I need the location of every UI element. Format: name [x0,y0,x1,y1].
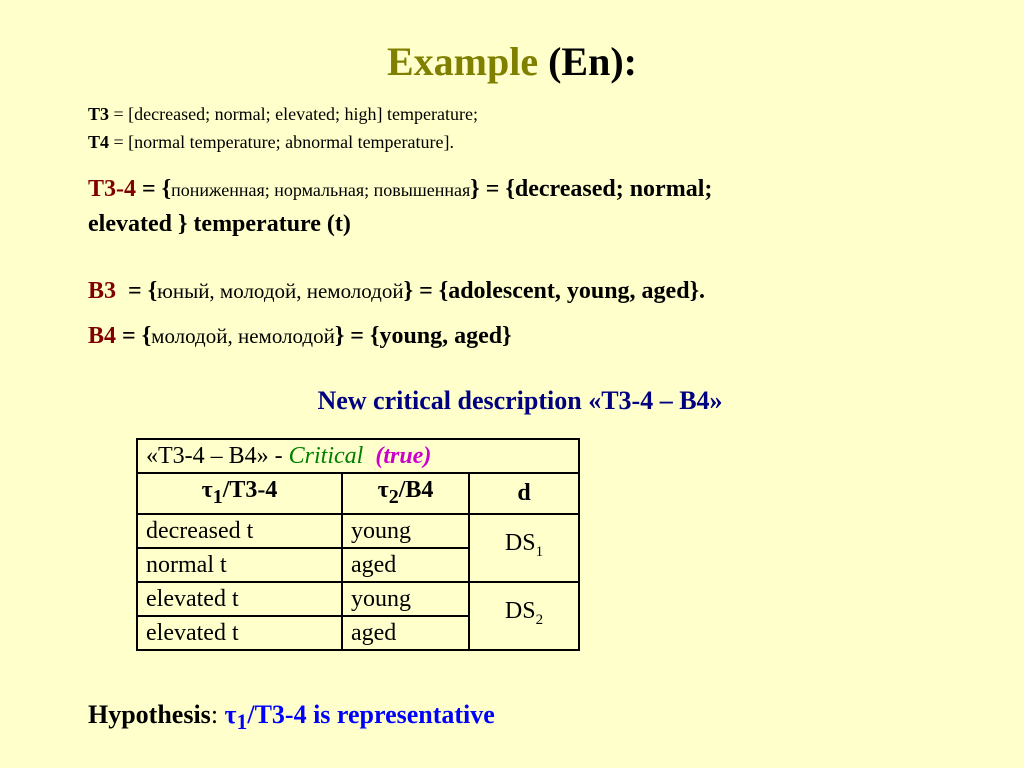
cell-ds1 [469,514,579,582]
caption-gap [363,443,375,469]
t3-label: T3 [88,104,110,124]
caption-prefix: «T3-4 – B4» - [146,443,289,469]
t34-label: T3-4 [88,176,136,202]
header-tau2-symbol: τ [377,477,389,503]
hypothesis-line [88,700,495,735]
b4-label: B4 [88,323,117,349]
critical-description-table [136,438,580,651]
header-tau1-rest: /T3-4 [222,477,278,503]
caption-true: (true) [375,443,432,469]
t3-definition [88,104,478,125]
ds2-base: DS [504,598,536,625]
header-tau1-symbol: τ [201,477,213,503]
t4-text: = [normal temperature; abnormal temperature]. [109,132,455,152]
cell-t34: elevated t [137,616,342,650]
cell-b4: young [342,514,469,548]
ds2-sub: 2 [535,612,544,629]
b4-eq-end: } [502,323,512,349]
b3-russian: юный, молодой, немолодой [157,279,404,303]
title-example: Example [386,39,539,84]
header-tau2-rest: /B4 [398,477,434,503]
header-tau2-sub: 2 [388,485,399,508]
b3-eq-open: = { [116,278,158,304]
hypothesis-label: Hypothesis [88,700,211,729]
b3-label: B3 [88,278,117,304]
cell-t34: elevated t [137,582,342,616]
t4-label: T4 [88,132,110,152]
b3-definition [88,278,705,305]
table-header-row [137,473,579,514]
header-d: d [469,473,579,514]
ds1-base: DS [504,530,536,557]
hypothesis-rest: /T3-4 is representative [247,700,495,729]
new-critical-description: New critical description «T3-4 – B4» [317,386,723,415]
caption-critical: Critical [288,443,364,469]
cell-ds2 [469,582,579,650]
cell-b4: young [342,582,469,616]
cell-b4: aged [342,616,469,650]
b4-eq-open: = { [116,323,152,349]
t34-eq-open: = { [136,176,172,202]
title-lang: (En): [538,39,637,84]
header-tau1-sub: 1 [212,485,223,508]
cell-t34: decreased t [137,514,342,548]
t3-text: = [decreased; normal; elevated; high] temperature; [109,104,478,124]
cell-t34: normal t [137,548,342,582]
t34-english: } = {decreased; normal; [470,176,713,202]
slide-title [0,38,1024,85]
table-caption-row [137,439,579,473]
table-caption [137,439,579,473]
table-row [137,582,579,616]
b4-eq-mid: } = { [334,323,380,349]
b3-eq-end: }. [689,278,706,304]
ds1-sub: 1 [535,544,544,561]
table-row [137,514,579,548]
cell-b4: aged [342,548,469,582]
t34-definition-line2: elevated } temperature (t) [88,211,351,237]
b4-definition [88,323,512,350]
hypothesis-colon: : [210,700,225,729]
header-tau1-t34 [137,473,342,514]
b4-english: young, aged [379,323,503,349]
b3-english: adolescent, young, aged [448,278,690,304]
t34-definition [88,176,712,203]
hypothesis-statement [224,700,495,735]
t34-russian: пониженная; нормальная; повышенная [171,180,471,200]
b3-eq-mid: } = { [403,278,449,304]
header-tau2-b4 [342,473,469,514]
b4-russian: молодой, немолодой [151,324,335,348]
hypothesis-sub: 1 [236,710,248,735]
hypothesis-tau: τ [224,700,237,729]
t4-definition [88,132,454,153]
